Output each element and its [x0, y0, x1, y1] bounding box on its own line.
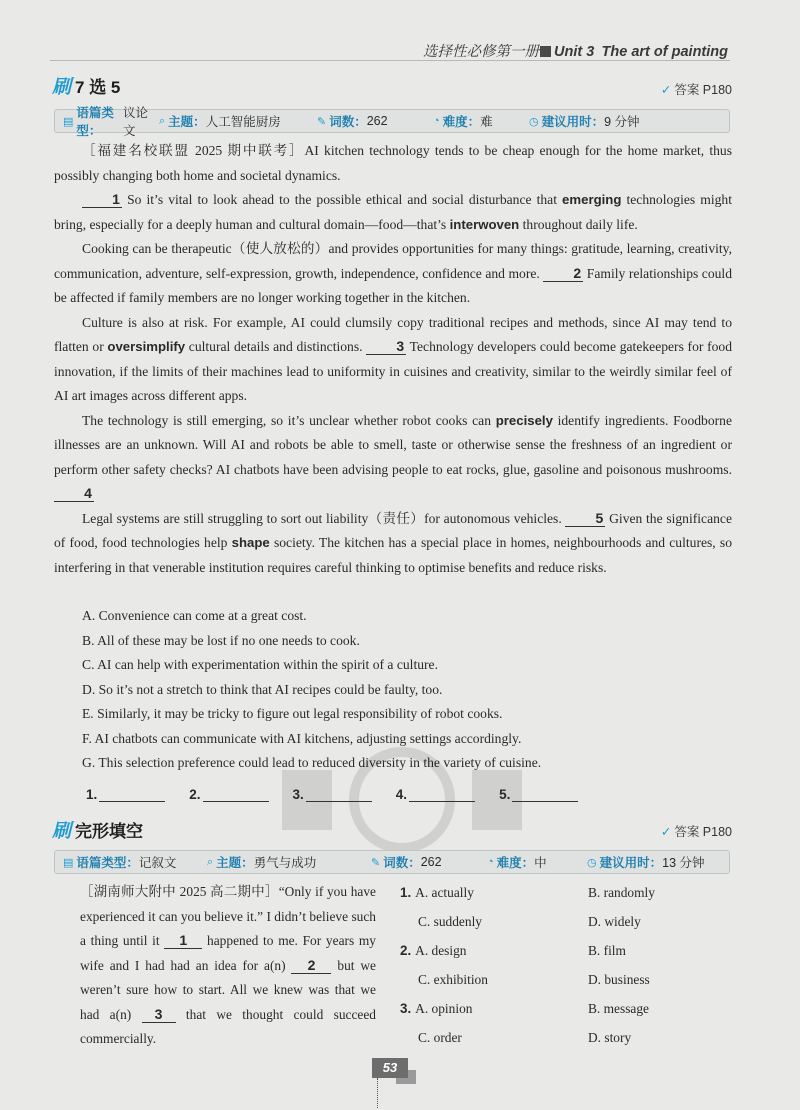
keyword: precisely	[495, 412, 553, 428]
info-theme: ⌕ 主题： 勇气与成功	[207, 855, 317, 870]
info-type: ▤ 语篇类型： 议论文	[63, 106, 149, 138]
paragraph-text: AI kitchen technology tends to be cheap enough for the home market, thus possibly changing both home and societal dynamics.	[54, 143, 733, 183]
unit-label: Unit 3	[554, 44, 595, 60]
answer-slot-5[interactable]: 5.	[499, 786, 578, 802]
square-icon	[540, 46, 551, 57]
answer-reference-text: 答案 P180	[674, 83, 732, 97]
blank-4[interactable]: 4	[54, 485, 94, 502]
cloze-passage	[80, 880, 376, 1052]
checkmark-icon: ✓	[660, 83, 672, 97]
info-words: ✎ 词数： 262	[371, 855, 442, 870]
paragraph: Cooking can be therapeutic（使人放松的）and provides opportunities for many things: gratitude, learning, creativity, communication, adventure, self-expression, growth, independence, confidence and more. 2 Family relationships could be affected if family members are no longer working together in the kitchen.	[54, 241, 732, 305]
keyword: interwoven	[449, 216, 520, 232]
info-time: ◷ 建议用时： 9 分钟	[529, 115, 640, 129]
page-number: 53	[372, 1058, 408, 1078]
source-tag: ［福建名校联盟 2025 期中联考］	[82, 143, 305, 158]
choice-d[interactable]: D. widely	[588, 914, 641, 929]
gauge-icon: ◔	[487, 856, 494, 868]
section-title-text: 完形填空	[75, 822, 144, 841]
info-words: ✎ 词数： 262	[317, 114, 388, 129]
answer-reference	[661, 80, 732, 98]
info-type: ▤ 语篇类型： 记叙文	[63, 856, 177, 870]
blank-5[interactable]: 5	[565, 510, 605, 527]
choice-b[interactable]: B. message	[588, 1001, 649, 1016]
option-c: C. AI can help with experimentation within the spirit of a culture.	[82, 657, 438, 672]
answer-underline[interactable]	[409, 786, 475, 802]
choice-c[interactable]: C. order	[418, 1030, 462, 1045]
search-icon: ⌕	[159, 114, 166, 127]
blank-3[interactable]: 3	[366, 338, 406, 355]
answer-underline[interactable]	[512, 786, 578, 802]
section-title-reading	[52, 72, 120, 99]
source-tag: ［湖南师大附中 2025 高二期中］	[80, 884, 279, 899]
cloze-blank-1[interactable]: 1	[164, 932, 202, 949]
option-b: B. All of these may be lost if no one needs to cook.	[82, 632, 360, 648]
question-row	[400, 907, 655, 936]
clock-icon: ◷	[529, 115, 539, 128]
choice-b[interactable]: B. film	[588, 943, 626, 958]
option-e: E. Similarly, it may be tricky to figure out legal responsibility of robot cooks.	[82, 706, 503, 721]
document-icon: ▤	[63, 856, 74, 869]
option-d: D. So it’s not a stretch to think that AI recipes could be faulty, too.	[82, 681, 443, 697]
clock-icon: ◷	[587, 856, 597, 869]
pen-icon: ✎	[371, 856, 381, 869]
answer-underline[interactable]	[99, 786, 165, 802]
question-row: 3. A. opinion B. message	[400, 1001, 649, 1016]
blank-1[interactable]: 1	[82, 191, 122, 208]
answer-line	[86, 786, 602, 802]
unit-topic: The art of painting	[601, 44, 728, 60]
book-title: 选择性必修第一册	[423, 44, 539, 60]
question-row	[400, 965, 655, 994]
info-difficulty: ◔ 难度： 难	[433, 115, 493, 129]
choice-c[interactable]: C. exhibition	[418, 972, 488, 987]
running-header	[423, 40, 728, 61]
paragraph: The technology is still emerging, so it’s unclear whether robot cooks can precisely identify ingredients. Foodborne illnesses are an unknown. Will AI and robots be able to smell, taste or otherwise sense the freshness of an ingredient or perform other safety checks? AI chatbots have been advising people to eat rocks, glue, gasoline and poisonous mushrooms. 4	[54, 412, 733, 501]
cloze-options	[400, 878, 655, 1052]
option-a: A. Convenience can come at a great cost.	[82, 608, 307, 623]
search-icon: ⌕	[207, 855, 214, 868]
question-row	[400, 1023, 655, 1052]
shua-icon: 刷	[52, 821, 72, 842]
option-f: F. AI chatbots can communicate with AI kitchens, adjusting settings accordingly.	[82, 730, 522, 746]
answer-slot-3[interactable]: 3.	[293, 786, 372, 802]
keyword: shape	[231, 535, 270, 550]
gauge-icon: ◔	[433, 115, 440, 127]
info-bar-cloze	[54, 850, 730, 874]
choice-b[interactable]: B. randomly	[588, 885, 655, 900]
paragraph: Culture is also at risk. For example, AI could clumsily copy traditional recipes and methods, since AI may tend to flatten or oversimplify cultural details and distinctions. 3 Technology developers could become gatekeepers for food innovation, if the limits of their machines lead to uniformity in cuisines and creativity, similar to the weirdly similar feel of AI art images across different apps.	[54, 314, 732, 403]
keyword: oversimplify	[107, 339, 186, 354]
info-difficulty: ◔ 难度： 中	[487, 856, 547, 870]
question-row: 2. A. design B. film	[400, 943, 626, 958]
answer-slot-2[interactable]: 2.	[189, 786, 268, 802]
keyword: emerging	[562, 192, 622, 207]
checkmark-icon: ✓	[660, 825, 672, 839]
choice-d[interactable]: D. business	[588, 972, 650, 987]
shua-icon: 刷	[52, 77, 72, 98]
answer-slot-1[interactable]: 1.	[86, 786, 165, 802]
section-title-text: 7 选 5	[75, 78, 121, 97]
choice-a[interactable]: A. opinion	[415, 1001, 473, 1016]
section-title-cloze	[52, 816, 143, 843]
info-time: ◷ 建议用时： 13 分钟	[587, 856, 705, 870]
document-icon: ▤	[63, 115, 74, 128]
paragraph: 1 So it’s vital to look ahead to the possible ethical and social disturbance that emerging technologies might bring, especially for a deeply human and cultural domain—food—that’s interwoven throughout daily life.	[54, 191, 732, 232]
reading-passage	[54, 139, 732, 580]
answer-underline[interactable]	[306, 786, 372, 802]
header-divider	[50, 60, 730, 61]
question-row: 1. A. actually B. randomly	[400, 885, 655, 900]
paragraph: ［湖南师大附中 2025 高二期中］“Only if you have experienced it can you believe it.” I didn’t believe such a thing until it 1 happened to me. For years my wife and I had had an idea for a(n) 2 but we weren’t sure how to start. All we knew was that we had a(n) 3 that we thought could succeed commercially.	[80, 884, 377, 1046]
choice-a[interactable]: A. actually	[415, 885, 474, 900]
option-g: G. This selection preference could lead to reduced diversity in the variety of cuisine.	[82, 755, 542, 770]
choice-d[interactable]: D. story	[588, 1030, 632, 1045]
choice-a[interactable]: A. design	[415, 943, 467, 958]
answer-reference-text: 答案 P180	[674, 825, 732, 839]
blank-2[interactable]: 2	[543, 265, 583, 282]
cloze-blank-3[interactable]: 3	[142, 1006, 176, 1023]
paragraph: Legal systems are still struggling to sort out liability（责任）for autonomous vehicles. 5 Given the significance of food, food technologies help shape society. The kitchen has a special place in homes, neighbourhoods and cultures, so interfering in that venerable institution requires careful thinking to optimise benefits and reduce risks.	[54, 509, 732, 575]
paragraph	[54, 139, 732, 188]
cloze-blank-2[interactable]: 2	[291, 957, 331, 974]
pen-icon: ✎	[317, 115, 327, 128]
dotted-divider	[377, 1078, 378, 1108]
answer-underline[interactable]	[203, 786, 269, 802]
answer-reference	[661, 822, 732, 840]
info-theme: ⌕ 主题： 人工智能厨房	[159, 114, 281, 129]
choice-c[interactable]: C. suddenly	[418, 914, 482, 929]
info-bar-reading	[54, 106, 730, 138]
answer-slot-4[interactable]: 4.	[396, 786, 475, 802]
